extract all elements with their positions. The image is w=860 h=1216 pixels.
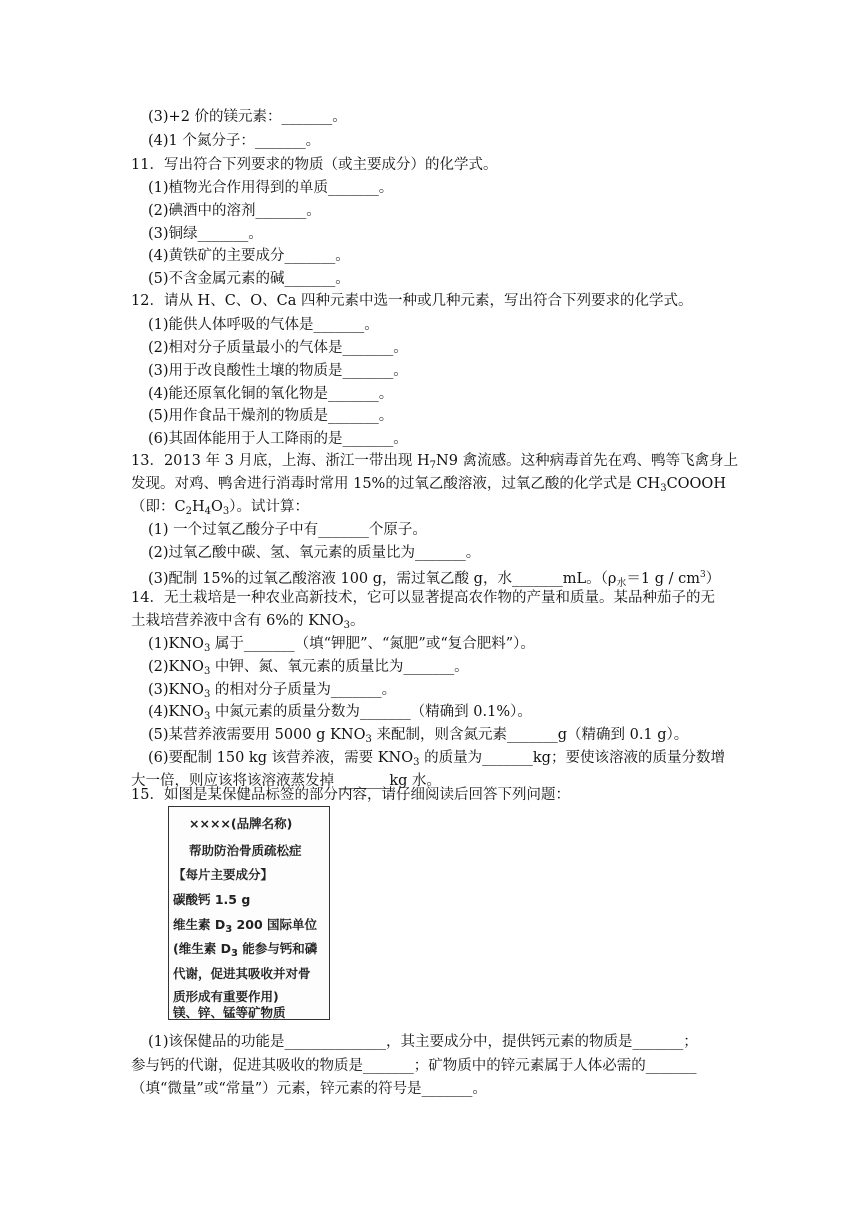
text: (维生素 D <box>173 941 231 956</box>
question-12-item-3 <box>148 361 408 381</box>
question-14-stem-line-1 <box>131 588 715 608</box>
text: 的质量为_______kg；要使该溶液的质量分数增 <box>419 750 725 766</box>
text: (4)KNO <box>148 704 204 720</box>
text: (2)相对分子质量最小的气体是_______。 <box>148 340 408 356</box>
subscript: 3 <box>365 734 372 745</box>
question-12-item-2 <box>148 338 408 358</box>
text: O <box>211 499 223 515</box>
subscript: 3 <box>660 483 667 494</box>
text: H <box>191 499 205 515</box>
question-12-item-5 <box>148 406 393 426</box>
subscript: 3 <box>230 948 238 959</box>
label-title: ××××(品牌名称) <box>189 816 293 831</box>
question-11-stem <box>131 155 497 175</box>
text: 参与钙的代谢，促进其吸收的物质是_______；矿物质中的锌元素属于人体必需的_______ <box>131 1058 697 1074</box>
text: (4)黄铁矿的主要成分_______。 <box>148 248 350 264</box>
label-subtitle: 帮助防治骨质疏松症 <box>189 843 302 858</box>
subscript: 7 <box>429 460 437 471</box>
text: （填“微量”或“常量”）元素，锌元素的符号是_______。 <box>131 1081 487 1097</box>
text: 。 <box>350 613 365 629</box>
question-11-item-2 <box>148 201 321 221</box>
text: (6)其固体能用于人工降雨的是_______。 <box>148 431 408 447</box>
question-10-item-4 <box>148 131 320 151</box>
text: 15．如图是某保健品标签的部分内容，请仔细阅读后回答下列问题： <box>131 787 570 803</box>
text: COOOH <box>666 476 726 492</box>
question-14-item-6 <box>148 748 725 773</box>
question-13-stem-line-1 <box>131 451 738 476</box>
question-14-item-1 <box>148 634 535 659</box>
text: (2)过氧乙酸中碳、氢、氧元素的质量比为_______。 <box>148 545 481 561</box>
label-note-line-3: 质形成有重要作用) <box>173 989 279 1004</box>
question-14-item-5 <box>148 725 688 750</box>
text: 14．无土栽培是一种农业高新技术，它可以显著提高农作物的产量和质量。某品种茄子的无 <box>131 590 715 606</box>
text: ＝1 g / cm <box>626 571 700 587</box>
text: (1) 一个过氧乙酸分子中有_______个原子。 <box>148 522 427 538</box>
supplement-label-image <box>168 806 330 1020</box>
question-14-stem-line-2 <box>131 611 365 636</box>
text: 12．请从 H、C、O、Ca 四种元素中选一种或几种元素，写出符合下列要求的化学式。 <box>131 293 693 309</box>
subscript: 3 <box>203 666 211 677</box>
text: (3)铜绿_______。 <box>148 226 263 242</box>
text: 的相对分子质量为_______。 <box>210 682 397 698</box>
question-13-item-1 <box>148 520 427 540</box>
text: 大一倍，则应该将该溶液蒸发掉 _______kg 水。 <box>131 773 442 789</box>
text: 发现。对鸡、鸭舍进行消毒时常用 15%的过氧乙酸溶液，过氧乙酸的化学式是 CH <box>131 476 661 492</box>
label-note-line-2: 代谢，促进其吸收并对骨 <box>173 966 311 981</box>
text: 中钾、氮、氧元素的质量比为_______。 <box>210 659 469 675</box>
question-11-item-3 <box>148 224 263 244</box>
text: 能参与钙和磷 <box>237 941 318 956</box>
question-11-item-4 <box>148 246 350 266</box>
subscript: 3 <box>203 711 211 722</box>
question-13-stem-line-2 <box>131 474 726 499</box>
subscript: 2 <box>185 506 192 517</box>
text: (5)用作食品干燥剂的物质是_______。 <box>148 408 394 424</box>
subscript: 3 <box>203 689 211 700</box>
text: (4)1 个氮分子：_______。 <box>148 133 321 149</box>
question-15-stem <box>131 785 570 805</box>
text: (2)KNO <box>148 659 204 675</box>
question-15-item-1-line-3 <box>131 1079 487 1099</box>
question-15-item-1-line-1 <box>148 1032 698 1052</box>
superscript: 3 <box>699 570 706 580</box>
label-minerals: 镁、锌、锰等矿物质 <box>173 1005 286 1020</box>
text: (1)KNO <box>148 636 204 652</box>
text: (3)配制 15%的过氧乙酸溶液 100 g，需过氧乙酸 g，水_______mL。（ρ <box>148 571 617 587</box>
text: 来配制，则含氮元素_______g（精确到 0.1 g）。 <box>371 727 689 743</box>
subscript: 3 <box>225 924 233 935</box>
text: 属于_______（填“钾肥”、“氮肥”或“复合肥料”）。 <box>210 636 535 652</box>
text: 中氮元素的质量分数为_______（精确到 0.1%）。 <box>210 704 532 720</box>
question-12-item-6 <box>148 429 408 449</box>
question-10-item-3 <box>148 107 347 127</box>
subscript: 4 <box>204 506 212 517</box>
label-section-heading: 【每片主要成分】 <box>173 867 274 882</box>
text: (6)要配制 150 kg 该营养液，需要 KNO <box>148 750 414 766</box>
label-item-calcium-carbonate: 碳酸钙 1.5 g <box>173 892 251 907</box>
text: 200 国际单位 <box>232 917 317 932</box>
question-11-item-1 <box>148 178 393 198</box>
question-12-stem <box>131 291 693 311</box>
label-item-vitamin-d3 <box>173 915 317 935</box>
text: （即：C <box>131 499 186 515</box>
question-12-item-4 <box>148 384 393 404</box>
text: (5)不含金属元素的碱_______。 <box>148 271 350 287</box>
text: (1)能供人体呼吸的气体是_______。 <box>148 317 379 333</box>
text: (1)植物光合作用得到的单质_______。 <box>148 180 394 196</box>
question-13-item-2 <box>148 543 480 563</box>
text: N9 禽流感。这种病毒首先在鸡、鸭等飞禽身上 <box>436 453 739 469</box>
subscript: 水 <box>616 578 627 589</box>
question-14-item-4 <box>148 702 532 727</box>
text: 维生素 D <box>173 917 226 932</box>
text: (3)用于改良酸性土壤的物质是_______。 <box>148 363 408 379</box>
text: (1)该保健品的功能是______________，其主要成分中，提供钙元素的物质是_______； <box>148 1034 698 1050</box>
text: 土栽培营养液中含有 6%的 KNO <box>131 613 344 629</box>
subscript: 3 <box>222 506 230 517</box>
question-12-item-1 <box>148 315 379 335</box>
text: (2)碘酒中的溶剂_______。 <box>148 203 321 219</box>
question-13-stem-line-3 <box>131 497 309 522</box>
question-11-item-5 <box>148 269 350 289</box>
text: 13．2013 年 3 月底，上海、浙江一带出现 H <box>131 453 430 469</box>
subscript: 3 <box>343 620 351 631</box>
subscript: 3 <box>203 643 211 654</box>
text: (3)+2 价的镁元素：_______。 <box>148 109 347 125</box>
subscript: 3 <box>413 757 420 768</box>
question-14-item-2 <box>148 657 469 682</box>
label-note-line-1 <box>173 939 317 959</box>
question-15-item-1-line-2 <box>131 1056 697 1076</box>
text: ）。试计算： <box>229 499 310 515</box>
text: (5)某营养液需要用 5000 g KNO <box>148 727 366 743</box>
text: 11．写出符合下列要求的物质（或主要成分）的化学式。 <box>131 157 498 173</box>
text: (3)KNO <box>148 682 204 698</box>
text: (4)能还原氧化铜的氧化物是_______。 <box>148 386 394 402</box>
text: ） <box>705 571 721 587</box>
